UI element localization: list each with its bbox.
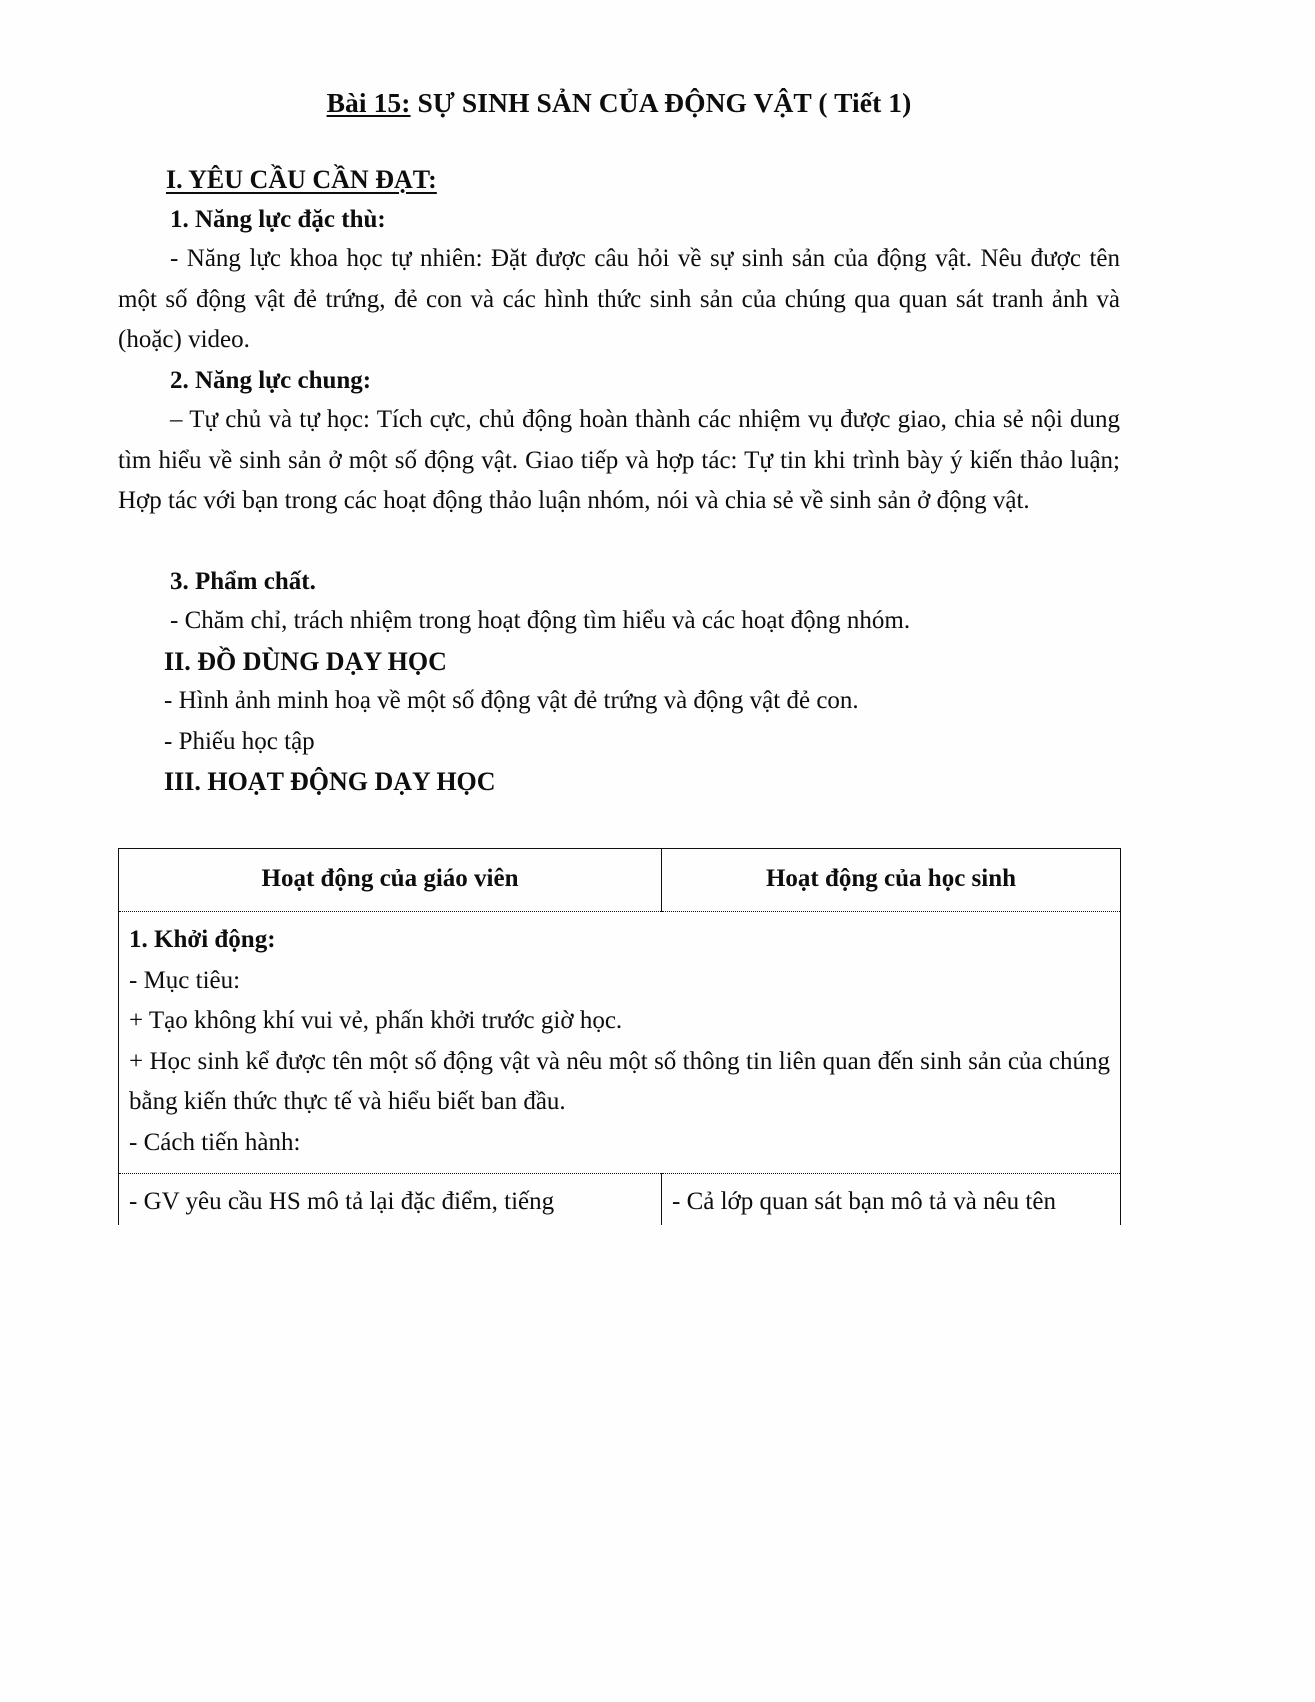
materials-item-1: - Hình ảnh minh hoạ về một số động vật đẻ trứng và động vật đẻ con.: [164, 687, 859, 715]
column-header-teacher: Hoạt động của giáo viên: [119, 848, 662, 912]
row-1-teacher-cell: [119, 912, 1121, 1174]
page-title: [118, 86, 1120, 120]
table-header: [119, 848, 1121, 912]
row-1-line-3: + Tạo không khí vui vẻ, phấn khởi trước giờ học.: [129, 1007, 623, 1035]
heading-materials: II. ĐỒ DÙNG DẠY HỌC: [164, 646, 447, 676]
row-1-line-5: - Cách tiến hành:: [129, 1128, 301, 1156]
table-row: [119, 1174, 1121, 1225]
row-2-teacher-cell: [119, 1174, 662, 1225]
table-header-row: [119, 848, 1121, 912]
row-2-student-line: - Cả lớp quan sát bạn mô tả và nêu tên: [672, 1188, 1056, 1216]
row-1-line-2: - Mục tiêu:: [129, 966, 241, 994]
page-title-prefix: Bài 15:: [326, 87, 411, 118]
spacer: [118, 802, 1120, 848]
heading-specific-competence: 1. Năng lực đặc thù:: [170, 205, 386, 233]
row-1-line-4: + Học sinh kể được tên một số động vật và nêu một số thông tin liên quan đến sinh sản của chúng bằng kiến thức thực tế và hiểu biết ban đầu.: [129, 1047, 1110, 1116]
spacer: [118, 522, 1120, 562]
paragraph-general-competence: – Tự chủ và tự học: Tích cực, chủ động hoàn thành các nhiệm vụ được giao, chia sẻ nội dung tìm hiểu về sinh sản ở một số động vật. Giao tiếp và hợp tác: Tự tin khi trình bày ý kiến thảo luận; Hợp tác với bạn trong các hoạt động thảo luận nhóm, nói và chia sẻ về sinh sản ở động vật.: [118, 406, 1120, 515]
row-1-line-1: 1. Khởi động:: [129, 926, 276, 954]
table-row: [119, 912, 1121, 1174]
table-body: [119, 912, 1121, 1225]
spacer: [118, 120, 1120, 160]
paragraph-specific-competence: - Năng lực khoa học tự nhiên: Đặt được câu hỏi về sự sinh sản của động vật. Nêu được tên một số động vật đẻ trứng, đẻ con và các hình thức sinh sản của chúng qua quan sát tranh ảnh và (hoặc) video.: [118, 245, 1120, 354]
heading-activities: III. HOẠT ĐỘNG DẠY HỌC: [164, 767, 496, 797]
column-header-student: Hoạt động của học sinh: [662, 848, 1121, 912]
heading-requirements: I. YÊU CẦU CẦN ĐẠT:: [166, 165, 437, 195]
row-2-teacher-line: - GV yêu cầu HS mô tả lại đặc điểm, tiếng: [129, 1188, 555, 1216]
materials-item-2: - Phiếu học tập: [164, 727, 315, 755]
row-2-student-cell: [662, 1174, 1121, 1225]
activity-table: [118, 848, 1121, 1225]
heading-general-competence: 2. Năng lực chung:: [170, 366, 372, 394]
paragraph-quality: - Chăm chỉ, trách nhiệm trong hoạt động tìm hiểu và các hoạt động nhóm.: [170, 607, 911, 635]
page-title-rest: SỰ SINH SẢN CỦA ĐỘNG VẬT ( Tiết 1): [410, 87, 912, 118]
document-content: [118, 86, 1120, 1225]
heading-quality: 3. Phẩm chất.: [170, 567, 316, 595]
